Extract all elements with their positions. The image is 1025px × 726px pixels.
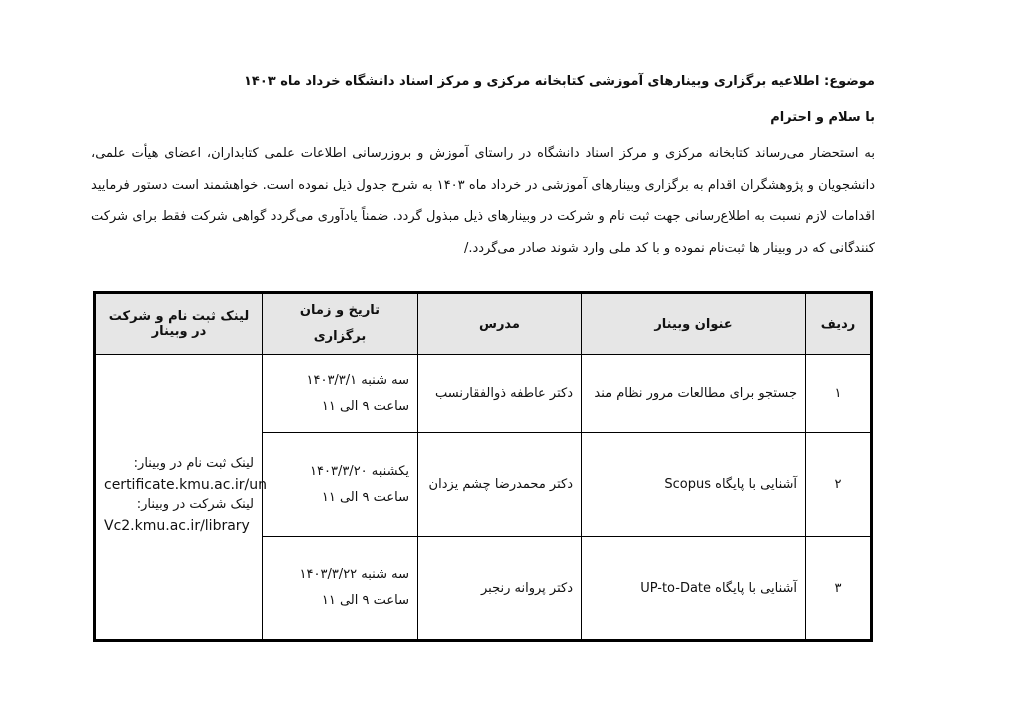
register-link[interactable]: certificate.kmu.ac.ir/un [104, 477, 267, 493]
webinar-title: آشنایی با پایگاه UP-to-Date [582, 537, 806, 641]
join-link-label: لینک شرکت در وبینار: [136, 497, 254, 512]
header-date-line2: برگزاری [313, 329, 367, 344]
webinar-date-time: ساعت ۹ الی ۱۱ [321, 489, 409, 505]
webinar-date-time: ساعت ۹ الی ۱۱ [321, 593, 409, 608]
webinar-date [263, 433, 418, 537]
header-row-number: ردیف [806, 293, 872, 355]
webinar-date-day: سه شنبه ۱۴۰۳/۳/۱ [306, 372, 409, 388]
webinar-title: جستجو برای مطالعات مرور نظام مند [582, 355, 806, 433]
webinar-date-time: ساعت ۹ الی ۱۱ [321, 398, 409, 414]
webinar-links-cell [95, 355, 267, 641]
webinar-title: آشنایی با پایگاه Scopus [582, 433, 806, 537]
letter-greeting: با سلام و احترام [770, 110, 875, 125]
header-title: عنوان وبینار [582, 293, 806, 355]
webinar-teacher: دکتر پروانه رنجبر [418, 537, 582, 641]
join-link[interactable]: Vc2.kmu.ac.ir/library [104, 518, 250, 534]
header-date-line1: تاریخ و زمان [299, 303, 381, 318]
letter-subject: موضوع: اطلاعیه برگزاری وبینارهای آموزشی کتابخانه مرکزی و مرکز اسناد دانشگاه خرداد ماه ۱۴۰۳ [243, 74, 875, 89]
header-teacher: مدرس [418, 293, 582, 355]
row-number: ۳ [806, 537, 872, 641]
webinar-teacher: دکتر عاطفه ذوالفقارنسب [418, 355, 582, 433]
webinar-teacher: دکتر محمدرضا چشم یزدان [418, 433, 582, 537]
webinar-date [263, 355, 418, 433]
webinar-date [263, 537, 418, 641]
table-header-row [95, 293, 872, 355]
register-link-label: لینک ثبت نام در وبینار: [133, 456, 254, 471]
webinar-date-day: یکشنبه ۱۴۰۳/۳/۲۰ [310, 463, 409, 479]
webinar-date-day: سه شنبه ۱۴۰۳/۳/۲۲ [299, 567, 409, 582]
row-number: ۲ [806, 433, 872, 537]
webinar-table [93, 291, 873, 642]
row-number: ۱ [806, 355, 872, 433]
letter-body: به استحضار می‌رساند کتابخانه مرکزی و مرکز اسناد دانشگاه در راستای آموزش و بروزرسانی اطلاعات علمی کتابداران، اعضای هیأت علمی، دانشجویان و پژوهشگران اقدام به برگزاری وبینارهای آموزشی در خرداد ماه ۱۴۰۳ به شرح جدول ذیل نموده است. خواهشمند است دستور فرمایید اقدامات لازم نسبت به اطلاع‌رسانی جهت ثبت نام و شرکت در وبینارهای ذیل مبذول گردد. ضمناً یادآوری می‌گردد گواهی شرکت فقط برای شرکت کنندگانی که در وبینار ها ثبت‌نام نموده و با کد ملی وارد شوند صادر می‌گردد./ [91, 146, 875, 256]
header-date [263, 293, 418, 355]
header-link: لینک ثبت نام و شرکت در وبینار [95, 293, 263, 355]
table-row [95, 355, 872, 433]
